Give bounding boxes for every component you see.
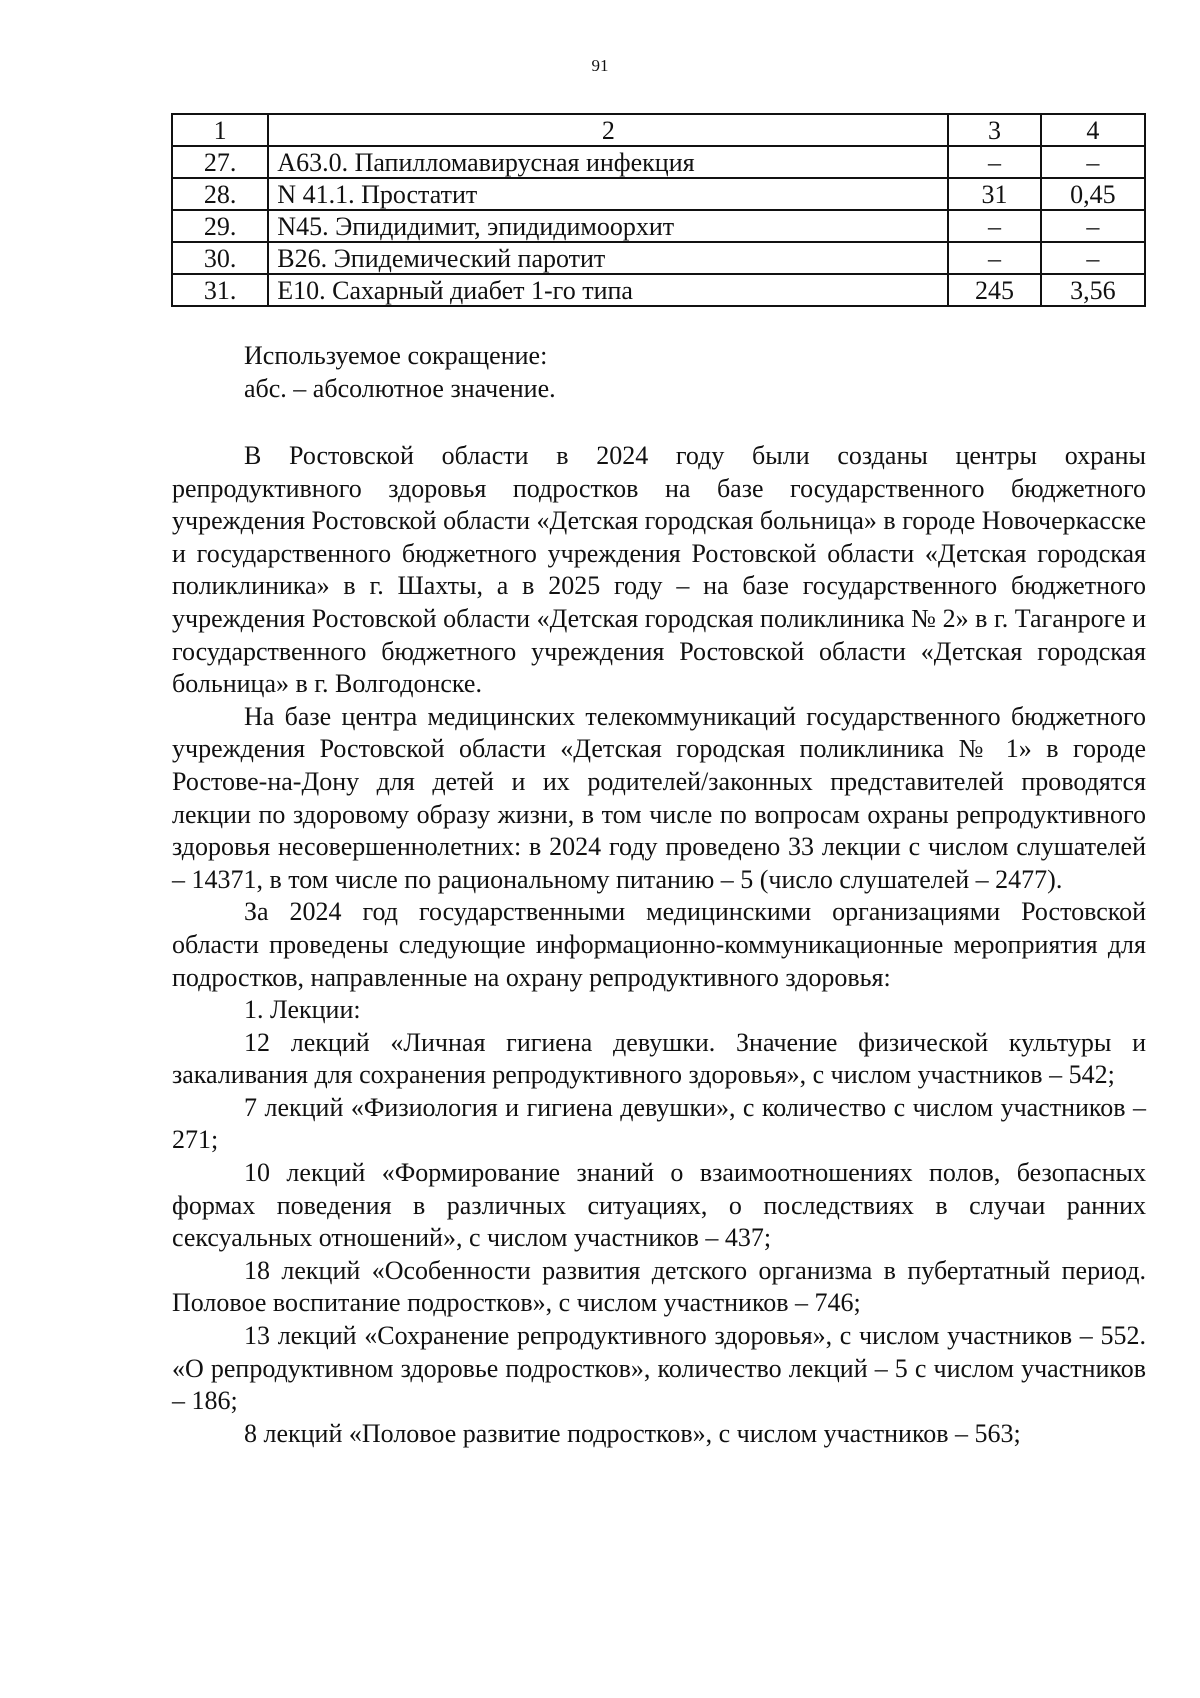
paragraph: За 2024 год государственными медицинскими организациями Ростовской области проведены следующие информационно-коммуникационные мероприятия для подростков, направленные на охрану репродуктивного здоровья:: [172, 897, 1146, 992]
row-number: 28.: [172, 178, 268, 210]
row-number: 31.: [172, 274, 268, 306]
abbreviations-title: Используемое сокращение:: [244, 341, 548, 370]
lecture-item: 12 лекций «Личная гигиена девушки. Значение физической культуры и закаливания для сохранения репродуктивного здоровья», с числом участников – 542;: [172, 1027, 1146, 1090]
rate-value: –: [1041, 210, 1145, 242]
diagnosis-name: E10. Сахарный диабет 1-го типа: [268, 274, 948, 306]
rate-value: –: [1041, 146, 1145, 178]
absolute-value: 245: [948, 274, 1040, 306]
diagnosis-name: N 41.1. Простатит: [268, 178, 948, 210]
table-header-cell: 2: [268, 114, 948, 146]
lecture-item: 8 лекций «Половое развитие подростков», с числом участников – 563;: [244, 1418, 1021, 1448]
paragraph: В Ростовской области в 2024 году были созданы центры охраны репродуктивного здоровья подростков на базе государственного бюджетного учреждения Ростовской области «Детская городская больница» в городе Новочеркасске и государственного бюджетного учреждения Ростовской области «Детская городская поликлиника» в г. Шахты, а в 2025 году – на базе государственного бюджетного учреждения Ростовской области «Детская городская поликлиника № 2» в г. Таганроге и государственного бюджетного учреждения Ростовской области «Детская городская больница» в г. Волгодонске.: [172, 441, 1146, 699]
table-row: [172, 210, 1145, 242]
absolute-value: –: [948, 210, 1040, 242]
absolute-value: –: [948, 242, 1040, 274]
row-number: 29.: [172, 210, 268, 242]
table-row: [172, 242, 1145, 274]
table-row: [172, 274, 1145, 306]
rate-value: 0,45: [1041, 178, 1145, 210]
table-header-cell: 3: [948, 114, 1040, 146]
abbreviation-item: абс. – абсолютное значение.: [244, 373, 556, 403]
row-number: 30.: [172, 242, 268, 274]
absolute-value: –: [948, 146, 1040, 178]
lecture-item: 13 лекций «Сохранение репродуктивного здоровья», с числом участников – 552. «О репродуктивном здоровье подростков», количество лекций – 5 с числом участников – 186;: [172, 1321, 1146, 1416]
lecture-item: 18 лекций «Особенности развития детского организма в пубертатный период. Половое воспитание подростков», с числом участников – 746;: [172, 1255, 1146, 1318]
absolute-value: 31: [948, 178, 1040, 210]
table-header-row: [172, 114, 1145, 146]
lecture-item: 10 лекций «Формирование знаний о взаимоотношениях полов, безопасных формах поведения в различных ситуациях, о последствиях в случаи ранних сексуальных отношений», с числом участников – 437;: [172, 1158, 1146, 1253]
diagnosis-name: A63.0. Папилломавирусная инфекция: [268, 146, 948, 178]
body-text: [172, 440, 1146, 1450]
rate-value: –: [1041, 242, 1145, 274]
abbreviations-block: [172, 340, 1146, 405]
page-number: 91: [591, 56, 609, 75]
row-number: 27.: [172, 146, 268, 178]
paragraph: На базе центра медицинских телекоммуникаций государственного бюджетного учреждения Ростовской области «Детская городская поликлиника № 1» в городе Ростове-на-Дону для детей и их родителей/законных представителей проводятся лекции по здоровому образу жизни, в том числе по вопросам охраны репродуктивного здоровья несовершеннолетних: в 2024 году проведено 33 лекции с числом слушателей – 14371, в том числе по рациональному питанию – 5 (число слушателей – 2477).: [172, 701, 1146, 894]
disease-table: [171, 113, 1146, 307]
list-heading: 1. Лекции:: [244, 995, 361, 1025]
table-row: [172, 178, 1145, 210]
table-row: [172, 146, 1145, 178]
table-header-cell: 1: [172, 114, 268, 146]
lecture-item: 7 лекций «Физиология и гигиена девушки», с количество с числом участников – 271;: [172, 1092, 1146, 1155]
diagnosis-name: B26. Эпидемический паротит: [268, 242, 948, 274]
table-header-cell: 4: [1041, 114, 1145, 146]
rate-value: 3,56: [1041, 274, 1145, 306]
diagnosis-name: N45. Эпидидимит, эпидидимоорхит: [268, 210, 948, 242]
